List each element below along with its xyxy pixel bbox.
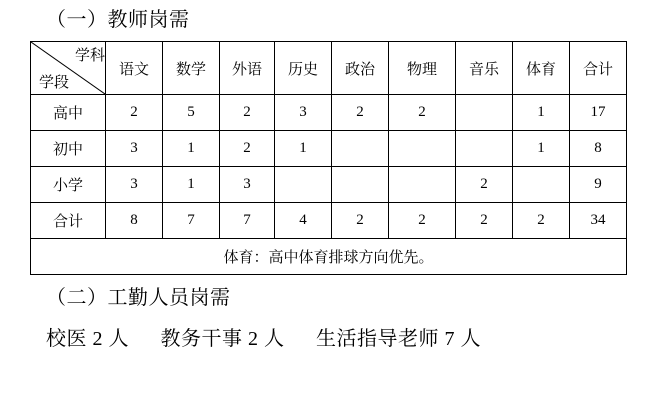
column-header: 数学 (163, 42, 220, 95)
corner-header-stage: 学段 (39, 75, 70, 91)
table-cell (275, 167, 332, 203)
table-cell: 2 (389, 95, 456, 131)
table-cell: 1 (163, 167, 220, 203)
table-row (31, 167, 627, 203)
table-cell: 2 (456, 203, 513, 239)
table-cell: 2 (389, 203, 456, 239)
table-cell: 17 (570, 95, 627, 131)
table-cell: 2 (220, 131, 275, 167)
table-corner-header (31, 42, 106, 95)
table-cell (389, 131, 456, 167)
table-cell: 2 (513, 203, 570, 239)
table-cell (389, 167, 456, 203)
table-row (31, 203, 627, 239)
row-header: 高中 (31, 95, 106, 131)
teacher-positions-table-wrapper (30, 41, 626, 275)
table-cell: 7 (163, 203, 220, 239)
table-cell: 9 (570, 167, 627, 203)
table-note-row (31, 239, 627, 275)
table-cell: 7 (220, 203, 275, 239)
logistics-roles-line (0, 322, 657, 351)
table-cell: 8 (106, 203, 163, 239)
table-cell (456, 131, 513, 167)
column-header: 政治 (332, 42, 389, 95)
table-cell: 1 (513, 95, 570, 131)
heading-logistics-positions: （二）工勤人员岗需 (46, 287, 231, 309)
table-cell (332, 131, 389, 167)
table-cell: 2 (220, 95, 275, 131)
heading-teacher-positions: （一）教师岗需 (46, 9, 190, 31)
logistics-role: 教务干事 2 人 (160, 328, 285, 350)
table-cell: 1 (275, 131, 332, 167)
table-row (31, 95, 627, 131)
table-cell: 3 (220, 167, 275, 203)
table-cell: 3 (106, 131, 163, 167)
row-header: 小学 (31, 167, 106, 203)
table-cell: 3 (106, 167, 163, 203)
table-cell: 3 (275, 95, 332, 131)
column-header: 外语 (220, 42, 275, 95)
table-cell (456, 95, 513, 131)
table-note: 体育：高中体育排球方向优先。 (31, 239, 627, 275)
logistics-role: 校医 2 人 (46, 328, 129, 350)
table-cell: 2 (456, 167, 513, 203)
table-cell: 5 (163, 95, 220, 131)
table-cell: 2 (106, 95, 163, 131)
table-header-row (31, 42, 627, 95)
table-cell: 1 (163, 131, 220, 167)
table-cell (513, 167, 570, 203)
logistics-role: 生活指导老师 7 人 (316, 328, 481, 350)
table-row (31, 131, 627, 167)
column-header: 体育 (513, 42, 570, 95)
column-header: 历史 (275, 42, 332, 95)
table-cell: 8 (570, 131, 627, 167)
table-cell: 2 (332, 95, 389, 131)
column-header: 音乐 (456, 42, 513, 95)
row-header: 初中 (31, 131, 106, 167)
column-header: 合计 (570, 42, 627, 95)
table-cell (332, 167, 389, 203)
table-cell: 2 (332, 203, 389, 239)
table-cell: 4 (275, 203, 332, 239)
column-header: 语文 (106, 42, 163, 95)
row-header: 合计 (31, 203, 106, 239)
table-cell: 34 (570, 203, 627, 239)
teacher-positions-table (30, 41, 627, 275)
table-cell: 1 (513, 131, 570, 167)
corner-header-subject: 学科 (74, 48, 105, 64)
column-header: 物理 (389, 42, 456, 95)
